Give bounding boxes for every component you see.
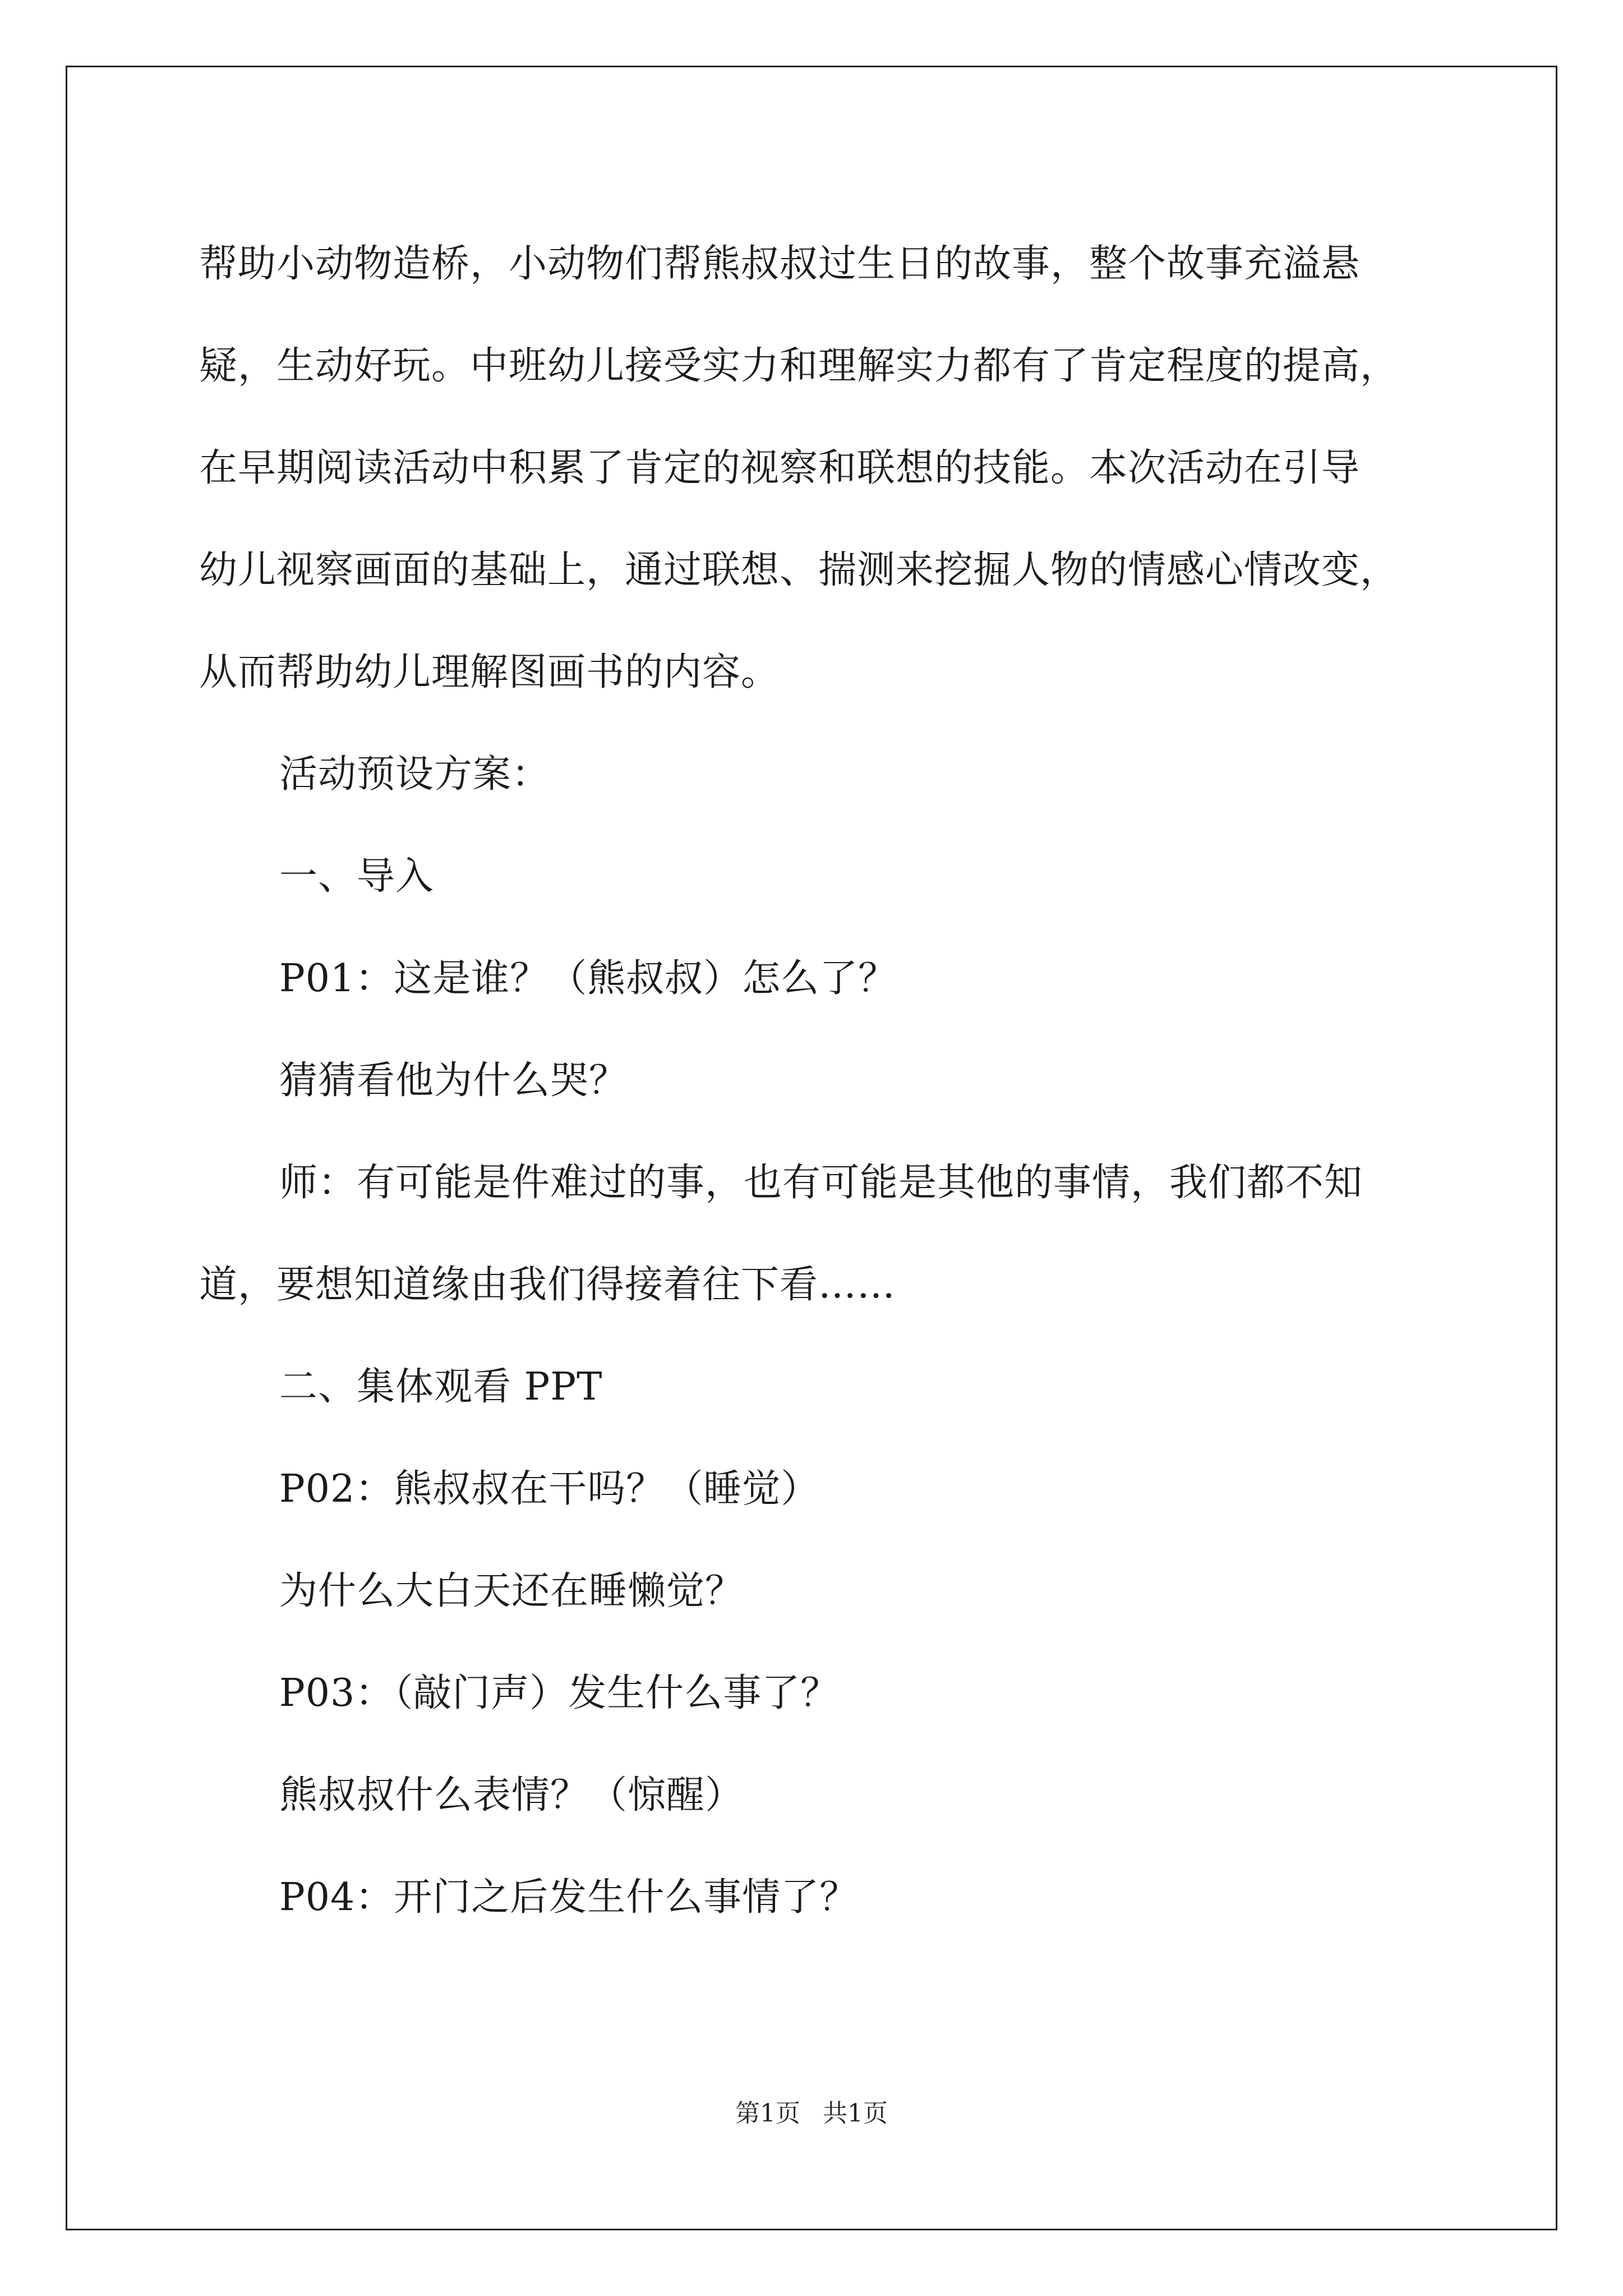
text-line: 熊叔叔什么表情？（惊醒） — [279, 1773, 744, 1818]
text-line: 猜猜看他为什么哭？ — [279, 1059, 628, 1103]
page-number: 第1页 — [735, 2099, 800, 2128]
text-line: 帮助小动物造桥，小动物们帮熊叔叔过生日的故事，整个故事充溢悬 — [199, 242, 1361, 286]
page-footer — [0, 2097, 1623, 2131]
text-line: P03：（敲门声）发生什么事了？ — [279, 1671, 840, 1715]
text-line: 道，要想知道缘由我们得接着往下看…… — [199, 1263, 896, 1307]
text-line: 为什么大白天还在睡懒觉？ — [279, 1569, 744, 1613]
text-line: 在早期阅读活动中积累了肯定的视察和联想的技能。本次活动在引导 — [199, 446, 1361, 490]
text-line: 疑，生动好玩。中班幼儿接受实力和理解实力都有了肯定程度的提高， — [199, 344, 1399, 388]
page-total: 共1页 — [823, 2099, 888, 2128]
section-heading: 二、集体观看 PPT — [279, 1365, 603, 1409]
text-line: 师：有可能是件难过的事，也有可能是其他的事情，我们都不知 — [279, 1161, 1363, 1205]
section-heading: 活动预设方案： — [279, 752, 551, 797]
text-line: P02：熊叔叔在干吗？（睡觉） — [279, 1467, 820, 1511]
text-line: P01：这是谁？（熊叔叔）怎么了？ — [279, 956, 897, 1001]
text-line: 从而帮助幼儿理解图画书的内容。 — [199, 650, 780, 694]
section-heading: 一、导入 — [279, 854, 435, 899]
text-line: 幼儿视察画面的基础上，通过联想、揣测来挖掘人物的情感心情改变， — [199, 548, 1399, 592]
document-body — [199, 213, 1433, 1949]
text-line: P04：开门之后发生什么事情了？ — [279, 1875, 859, 1920]
